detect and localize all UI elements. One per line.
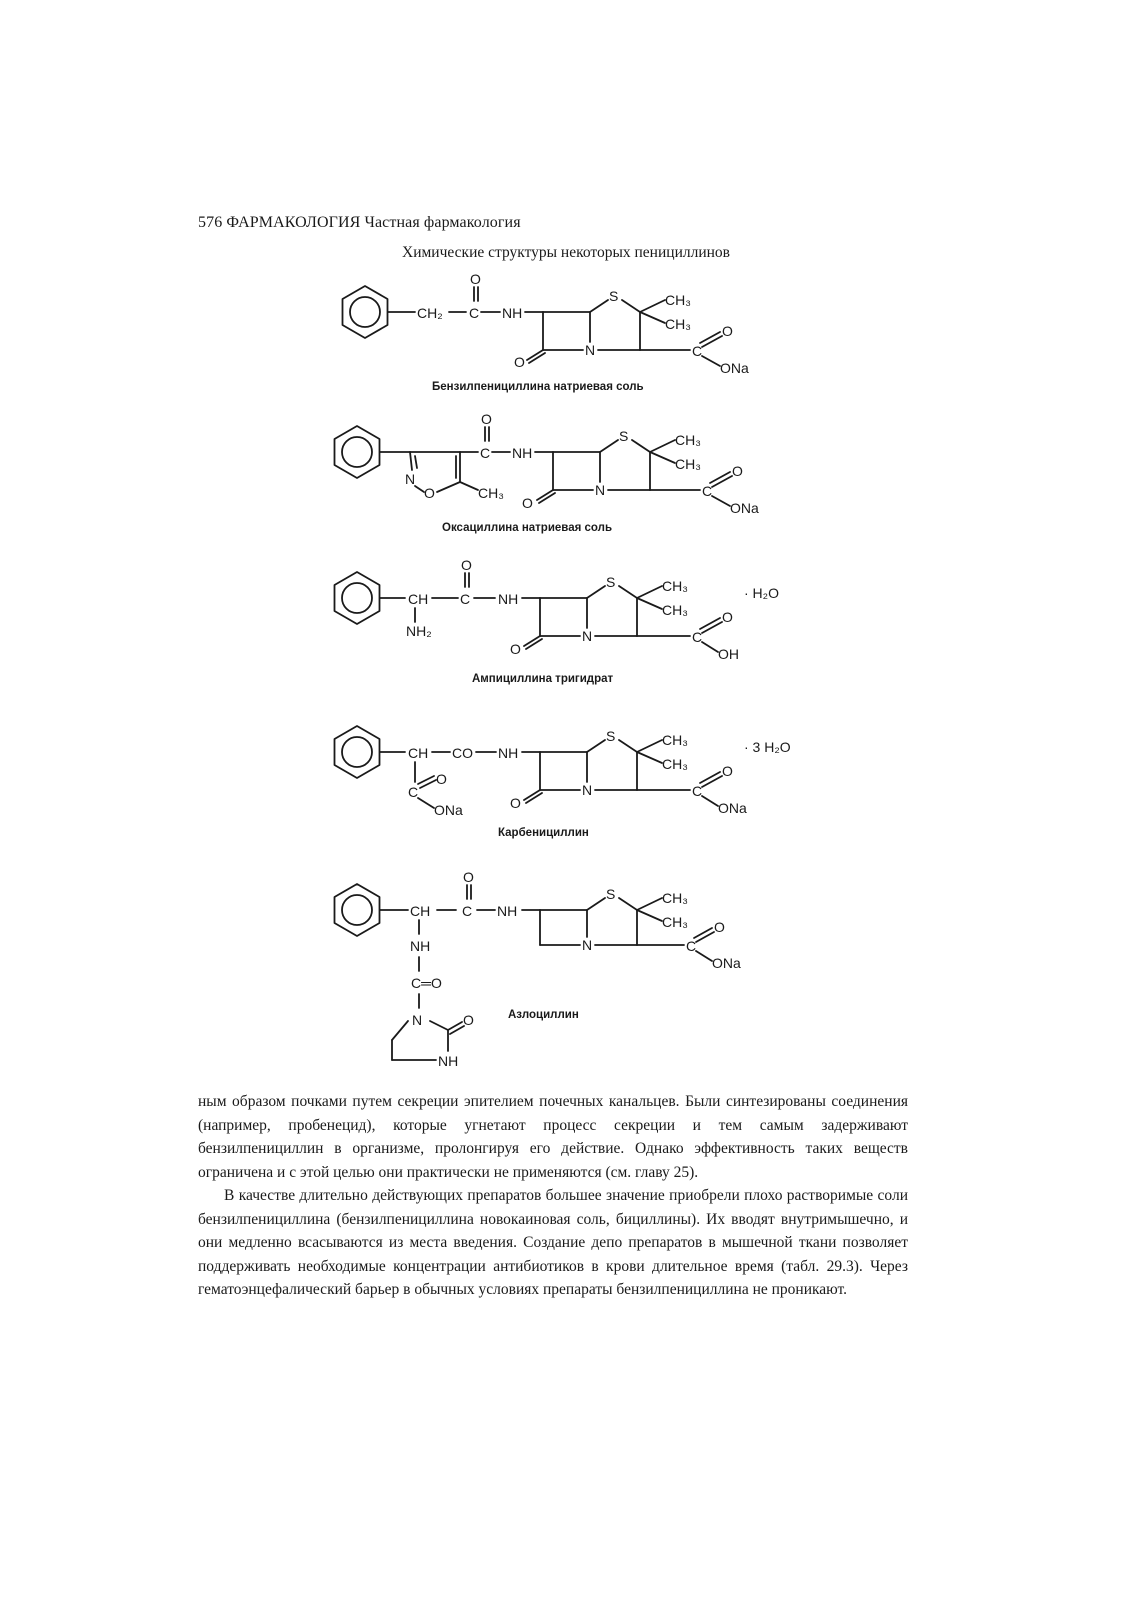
svg-text:O: O [722, 323, 733, 339]
svg-text:CH₃: CH₃ [662, 578, 688, 594]
benzene-ring-icon [343, 286, 388, 338]
benzene-ring-icon [335, 426, 380, 478]
structure-ampicillin [335, 557, 780, 685]
svg-text:C: C [460, 591, 471, 607]
svg-text:S: S [606, 574, 616, 590]
svg-text:ONa: ONa [434, 802, 463, 818]
svg-text:CO: CO [452, 745, 473, 761]
svg-text:S: S [606, 886, 616, 902]
structure-carbenicillin [335, 726, 791, 839]
svg-text:O: O [722, 609, 733, 625]
paragraph: В качестве длительно действующих препаратов большее значение приобрели плохо растворимые соли бензилпенициллина (бензилпенициллина новокаиновая соль, бициллины). Их вводят внутримышечно, и они медленно всасываются из места введения. Создание депо препаратов в мышечной ткани позволяет поддерживать необходимые концентрации антибиотиков в крови длительное время (табл. 29.3). Через гематоэнцефалический барьер в обычных условиях препараты бензилпенициллина не проникают. [198, 1187, 908, 1298]
svg-text:N: N [585, 342, 596, 358]
svg-text:N: N [582, 937, 593, 953]
svg-text:C: C [408, 784, 419, 800]
svg-text:C: C [702, 483, 713, 499]
svg-text:OH: OH [718, 646, 739, 662]
svg-text:N: N [412, 1012, 423, 1028]
svg-text:O: O [714, 919, 725, 935]
svg-text:NH: NH [497, 903, 518, 919]
svg-text:N: N [405, 471, 416, 487]
svg-text:O: O [424, 485, 435, 501]
benzene-ring-icon [335, 726, 380, 778]
svg-text:S: S [606, 728, 616, 744]
svg-text:C: C [686, 938, 697, 954]
paragraph: ным образом почками путем секреции эпителием почечных канальцев. Были синтезированы соединения (например, пробенецид), которые угнетают процесс секреции и тем самым задерживают бензилпенициллин в организме, пролонгируя его действие. Однако эффективность таких веществ ограничена и с этой целью они практически не применяются (см. главу 25). [198, 1093, 908, 1181]
svg-text:O: O [461, 557, 472, 573]
svg-text:O: O [463, 869, 474, 885]
body-text [198, 1090, 908, 1302]
svg-text:O: O [510, 795, 521, 811]
svg-text:CH₃: CH₃ [665, 316, 691, 332]
svg-text:ONa: ONa [718, 800, 747, 816]
svg-text:CH₃: CH₃ [662, 756, 688, 772]
svg-text:CH₃: CH₃ [662, 602, 688, 618]
svg-text:N: N [595, 482, 606, 498]
svg-text:Карбенициллин: Карбенициллин [498, 827, 589, 839]
svg-text:Ампициллина тригидрат: Ампициллина тригидрат [472, 673, 614, 685]
svg-text:O: O [722, 763, 733, 779]
svg-text:C: C [692, 343, 703, 359]
svg-text:S: S [609, 288, 619, 304]
page-header: 576 ФАРМАКОЛОГИЯ Частная фармакология [198, 214, 521, 231]
svg-text:O: O [514, 354, 525, 370]
svg-text:CH: CH [408, 745, 429, 761]
svg-text:NH: NH [498, 591, 519, 607]
svg-text:CH₃: CH₃ [662, 890, 688, 906]
svg-text:O: O [463, 1012, 474, 1028]
svg-text:Оксациллина натриевая соль: Оксациллина натриевая соль [442, 522, 613, 534]
svg-text:O: O [470, 271, 481, 287]
svg-text:NH: NH [502, 305, 523, 321]
svg-text:O: O [436, 771, 447, 787]
benzene-ring-icon [335, 572, 380, 624]
svg-text:Бензилпенициллина натриевая со: Бензилпенициллина натриевая соль [432, 381, 644, 393]
svg-text:C: C [480, 445, 491, 461]
svg-text:ONa: ONa [712, 955, 741, 971]
svg-text:CH: CH [410, 903, 431, 919]
structure-benzylpenicillin [343, 271, 750, 393]
svg-text:CH₃: CH₃ [478, 485, 504, 501]
svg-text:ONa: ONa [730, 500, 759, 516]
svg-text:NH: NH [512, 445, 533, 461]
structure-oxacillin [335, 411, 760, 534]
svg-text:N: N [582, 628, 593, 644]
svg-text:CH₂: CH₂ [417, 305, 443, 321]
svg-text:CH: CH [408, 591, 429, 607]
svg-text:· 3 H₂O: · 3 H₂O [744, 739, 791, 755]
svg-text:Азлоциллин: Азлоциллин [508, 1009, 579, 1021]
svg-text:NH₂: NH₂ [406, 623, 432, 639]
svg-text:C═O: C═O [411, 975, 442, 991]
svg-text:C: C [692, 783, 703, 799]
svg-text:C: C [462, 903, 473, 919]
svg-text:N: N [582, 782, 593, 798]
svg-text:CH₃: CH₃ [665, 292, 691, 308]
svg-text:CH₃: CH₃ [662, 914, 688, 930]
svg-text:CH₃: CH₃ [675, 432, 701, 448]
svg-text:NH: NH [498, 745, 519, 761]
svg-text:NH: NH [438, 1053, 459, 1069]
svg-text:C: C [692, 629, 703, 645]
svg-text:O: O [732, 463, 743, 479]
svg-text:S: S [619, 428, 629, 444]
svg-text:CH₃: CH₃ [675, 456, 701, 472]
svg-text:C: C [469, 305, 480, 321]
benzene-ring-icon [335, 884, 380, 936]
structure-azlocillin [335, 869, 742, 1069]
figure-title: Химические структуры некоторых пенициллинов [402, 244, 730, 261]
svg-text:ONa: ONa [720, 360, 749, 376]
svg-text:· H₂O: · H₂O [744, 585, 779, 601]
svg-text:CH₃: CH₃ [662, 732, 688, 748]
svg-text:O: O [510, 641, 521, 657]
svg-text:O: O [481, 411, 492, 427]
svg-text:NH: NH [410, 938, 431, 954]
svg-text:O: O [522, 495, 533, 511]
